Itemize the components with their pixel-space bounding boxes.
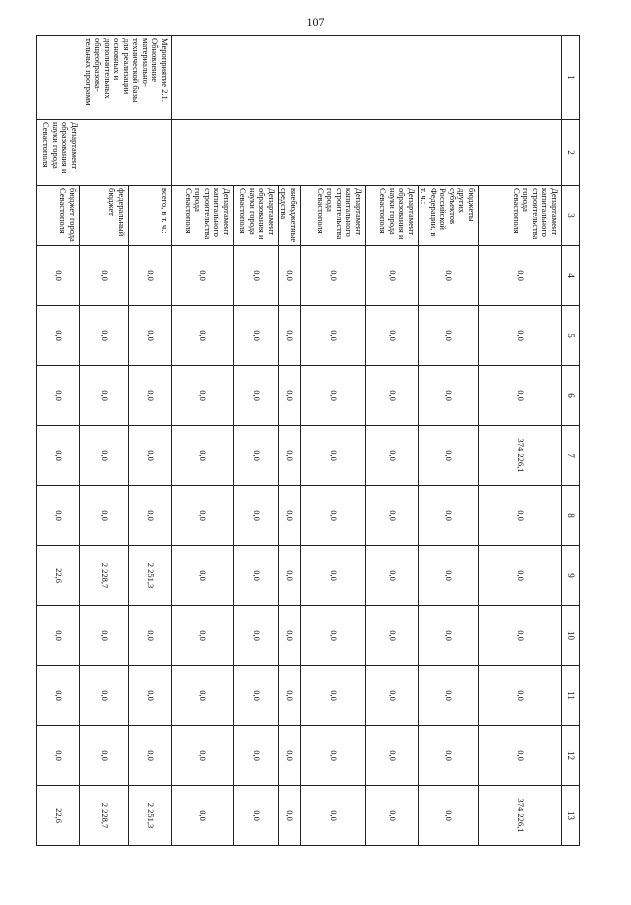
value-cell: 0,0 xyxy=(36,426,79,486)
value-cell: 0,0 xyxy=(79,246,128,306)
value-cell: 0,0 xyxy=(278,246,300,306)
value-cell: 0,0 xyxy=(233,246,278,306)
value-cell: 0,0 xyxy=(36,306,79,366)
funding-source-cell: Департамент капитального строительства города Севастополя xyxy=(479,186,562,246)
value-cell: 0,0 xyxy=(171,486,233,546)
value-cell: 0,0 xyxy=(171,786,233,846)
value-cell: 0,0 xyxy=(300,606,365,666)
value-cell: 0,0 xyxy=(278,666,300,726)
value-cell: 0,0 xyxy=(365,726,418,786)
value-cell: 0,0 xyxy=(79,666,128,726)
value-cell: 0,0 xyxy=(79,726,128,786)
value-cell: 0,0 xyxy=(365,786,418,846)
value-cell: 22,6 xyxy=(36,786,79,846)
table-row xyxy=(128,36,171,846)
column-number: 2 xyxy=(562,120,580,186)
funding-source-cell: всего, в т. ч.: xyxy=(128,186,171,246)
value-cell: 0,0 xyxy=(128,306,171,366)
value-cell: 0,0 xyxy=(418,666,478,726)
value-cell: 0,0 xyxy=(365,666,418,726)
value-cell: 0,0 xyxy=(300,246,365,306)
value-cell: 0,0 xyxy=(171,366,233,426)
value-cell: 0,0 xyxy=(418,486,478,546)
value-cell: 0,0 xyxy=(128,486,171,546)
funding-source-cell: федеральный бюджет xyxy=(79,186,128,246)
value-cell: 0,0 xyxy=(365,486,418,546)
value-cell: 0,0 xyxy=(479,306,562,366)
funding-source-cell: Департамент капитального строительства города Севастополя xyxy=(300,186,365,246)
value-cell: 374 226,1 xyxy=(479,786,562,846)
value-cell: 2 251,3 xyxy=(128,786,171,846)
value-cell: 0,0 xyxy=(233,426,278,486)
value-cell: 0,0 xyxy=(300,786,365,846)
value-cell: 0,0 xyxy=(79,606,128,666)
value-cell: 0,0 xyxy=(418,786,478,846)
value-cell: 0,0 xyxy=(278,486,300,546)
value-cell: 0,0 xyxy=(171,426,233,486)
funding-source-cell: Департамент образования и науки города Севастополя xyxy=(365,186,418,246)
funding-source-cell: бюджеты других субъектов Российской Федерации, в т. ч.: xyxy=(418,186,478,246)
value-cell: 0,0 xyxy=(171,246,233,306)
value-cell: 2 251,3 xyxy=(128,546,171,606)
table-body xyxy=(36,36,579,846)
value-cell: 0,0 xyxy=(278,726,300,786)
column-number: 8 xyxy=(562,486,580,546)
value-cell: 0,0 xyxy=(233,606,278,666)
value-cell: 0,0 xyxy=(365,546,418,606)
value-cell: 0,0 xyxy=(365,426,418,486)
value-cell: 2 228,7 xyxy=(79,786,128,846)
value-cell: 0,0 xyxy=(128,246,171,306)
funding-source-cell: внебюджетные средства xyxy=(278,186,300,246)
value-cell: 0,0 xyxy=(300,666,365,726)
value-cell: 22,6 xyxy=(36,546,79,606)
value-cell: 0,0 xyxy=(418,246,478,306)
value-cell: 0,0 xyxy=(300,726,365,786)
column-number: 12 xyxy=(562,726,580,786)
value-cell: 0,0 xyxy=(36,726,79,786)
value-cell: 0,0 xyxy=(300,486,365,546)
value-cell: 0,0 xyxy=(233,486,278,546)
value-cell: 0,0 xyxy=(479,546,562,606)
value-cell: 0,0 xyxy=(36,366,79,426)
funding-source-cell: Департамент капитального строительства города Севастополя xyxy=(171,186,233,246)
value-cell: 0,0 xyxy=(128,366,171,426)
column-number: 7 xyxy=(562,426,580,486)
value-cell: 0,0 xyxy=(278,606,300,666)
value-cell: 0,0 xyxy=(479,666,562,726)
value-cell: 0,0 xyxy=(300,306,365,366)
value-cell: 0,0 xyxy=(36,606,79,666)
value-cell: 0,0 xyxy=(36,666,79,726)
value-cell: 0,0 xyxy=(79,366,128,426)
column-number: 11 xyxy=(562,666,580,726)
value-cell: 0,0 xyxy=(171,606,233,666)
value-cell: 0,0 xyxy=(233,666,278,726)
rotated-table-container xyxy=(41,35,580,845)
column-number: 4 xyxy=(562,246,580,306)
value-cell: 2 228,7 xyxy=(79,546,128,606)
value-cell: 0,0 xyxy=(418,546,478,606)
value-cell: 0,0 xyxy=(171,306,233,366)
value-cell: 0,0 xyxy=(233,366,278,426)
value-cell: 0,0 xyxy=(300,366,365,426)
value-cell: 0,0 xyxy=(233,726,278,786)
value-cell: 0,0 xyxy=(79,306,128,366)
value-cell: 0,0 xyxy=(233,306,278,366)
empty-cell xyxy=(171,120,561,186)
value-cell: 0,0 xyxy=(36,486,79,546)
value-cell: 0,0 xyxy=(278,786,300,846)
column-number: 10 xyxy=(562,606,580,666)
column-number: 5 xyxy=(562,306,580,366)
value-cell: 0,0 xyxy=(300,426,365,486)
column-number-row xyxy=(562,36,580,846)
value-cell: 0,0 xyxy=(365,606,418,666)
value-cell: 0,0 xyxy=(278,546,300,606)
financing-table xyxy=(36,35,580,846)
column-number: 3 xyxy=(562,186,580,246)
page-number: 107 xyxy=(306,15,325,29)
value-cell: 0,0 xyxy=(79,486,128,546)
value-cell: 0,0 xyxy=(278,366,300,426)
empty-cell xyxy=(171,36,561,120)
value-cell: 0,0 xyxy=(171,546,233,606)
funding-source-cell: бюджет города Севастополя xyxy=(36,186,79,246)
value-cell: 0,0 xyxy=(171,666,233,726)
value-cell: 0,0 xyxy=(278,426,300,486)
value-cell: 0,0 xyxy=(479,246,562,306)
value-cell: 374 226,1 xyxy=(479,426,562,486)
value-cell: 0,0 xyxy=(418,606,478,666)
value-cell: 0,0 xyxy=(128,606,171,666)
funding-source-cell: Департамент образования и науки города Севастополя xyxy=(233,186,278,246)
value-cell: 0,0 xyxy=(479,726,562,786)
column-number: 1 xyxy=(562,36,580,120)
executor-cell: Департамент образования и науки города Севастополя xyxy=(36,120,171,186)
column-number: 13 xyxy=(562,786,580,846)
value-cell: 0,0 xyxy=(365,246,418,306)
value-cell: 0,0 xyxy=(418,306,478,366)
value-cell: 0,0 xyxy=(171,726,233,786)
value-cell: 0,0 xyxy=(233,546,278,606)
value-cell: 0,0 xyxy=(365,306,418,366)
value-cell: 0,0 xyxy=(418,366,478,426)
value-cell: 0,0 xyxy=(233,786,278,846)
value-cell: 0,0 xyxy=(418,726,478,786)
value-cell: 0,0 xyxy=(479,606,562,666)
column-number: 9 xyxy=(562,546,580,606)
value-cell: 0,0 xyxy=(36,246,79,306)
value-cell: 0,0 xyxy=(418,426,478,486)
column-number: 6 xyxy=(562,366,580,426)
value-cell: 0,0 xyxy=(128,426,171,486)
value-cell: 0,0 xyxy=(128,726,171,786)
value-cell: 0,0 xyxy=(365,366,418,426)
value-cell: 0,0 xyxy=(300,546,365,606)
table-row xyxy=(479,36,562,846)
value-cell: 0,0 xyxy=(479,366,562,426)
value-cell: 0,0 xyxy=(79,426,128,486)
value-cell: 0,0 xyxy=(128,666,171,726)
measure-name-cell: Мероприятие 2.1. Обновление материально-технической базы для реализации основных и дополнительных общеобразова-тельных программ xyxy=(36,36,171,120)
value-cell: 0,0 xyxy=(278,306,300,366)
value-cell: 0,0 xyxy=(479,486,562,546)
